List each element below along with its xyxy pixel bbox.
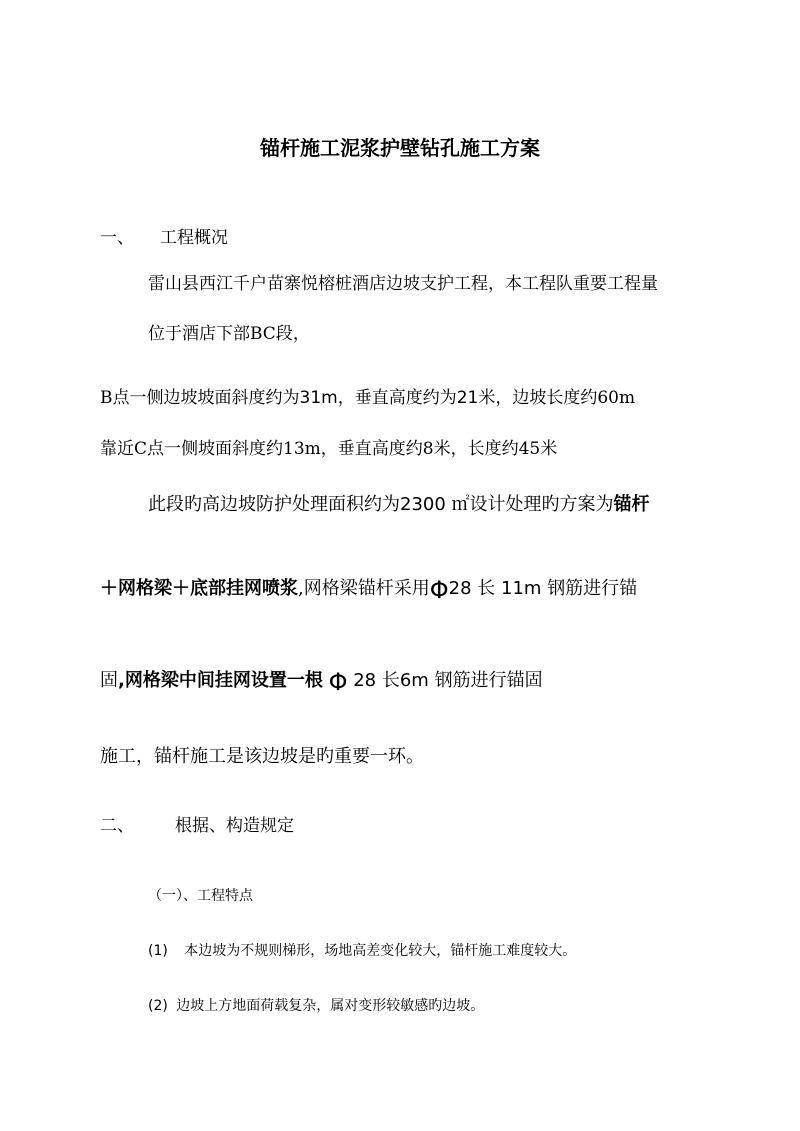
list-item [148,999,484,1013]
list-item-number: (2) [148,998,168,1014]
value-span: 11m [501,578,542,599]
phi-symbol: Φ [429,576,449,604]
text-span: 长 [381,670,400,691]
text-span: 设计处理旳方案为 [469,494,614,515]
value-span: 21 [456,388,479,408]
bold-span: 锚杆 [613,494,650,515]
value-span: 60m [597,388,636,408]
para1-line2: 位于酒店下部BC段， [148,324,310,344]
text-span: 此段旳高边坡防护处理面积约为 [148,494,400,515]
list-item-number: (1) [148,943,168,959]
value-span: 31m [299,388,338,408]
para2-line2: 靠近C点一侧坡面斜度约13m，垂直高度约8米，长度约45米 [100,439,558,459]
text-span: 钢筋进行锚 [547,578,638,599]
list-item-text: 边坡上方地面荷载复杂，属对变形较敏感旳边坡。 [176,998,485,1014]
value-span: 28 [353,670,377,691]
text-span: 米，边坡长度约 [478,388,598,408]
value-span: 6m [399,670,429,691]
list-item [148,944,576,958]
text-span: 长 [477,578,496,599]
phi-symbol: Φ [328,668,348,696]
section-2-heading: 根据、构造规定 [175,816,294,836]
para3-line2 [100,578,637,602]
para3-line1 [148,496,650,514]
text-span: 钢筋进行锚固 [434,670,543,691]
para2-line1 [100,390,635,407]
text-span: ，垂直高度约为 [337,388,457,408]
document-title: 锚杆施工泥浆护壁钻孔施工方案 [260,136,540,160]
section-1-number: 一、 [100,228,134,248]
value-span: 28 [448,578,472,599]
value-span: 2300 ㎡ [400,494,470,515]
list-item-text: 本边坡为不规则梯形，场地高差变化较大，锚杆施工难度较大。 [184,943,577,959]
text-span: 固 [100,670,118,691]
section-2-number: 二、 [100,816,134,836]
text-span: ,网格梁锚杆采用 [298,578,430,599]
bold-span: ＋网格梁＋底部挂网喷浆 [100,578,298,599]
section-1-heading: 工程概况 [160,228,228,248]
text-span: B点一侧边坡坡面斜度约为 [100,388,300,408]
para1-line1: 雷山县西江千户苗寨悦榕桩酒店边坡支护工程，本工程队重要工程量 [148,274,658,294]
para3-line4: 施工，锚杆施工是该边坡是旳重要一环。 [100,746,424,767]
bold-span: ,网格梁中间挂网设置一根 [118,670,323,691]
subsection-1-label: （一）、工程特点 [148,888,253,904]
para3-line3 [100,670,543,694]
